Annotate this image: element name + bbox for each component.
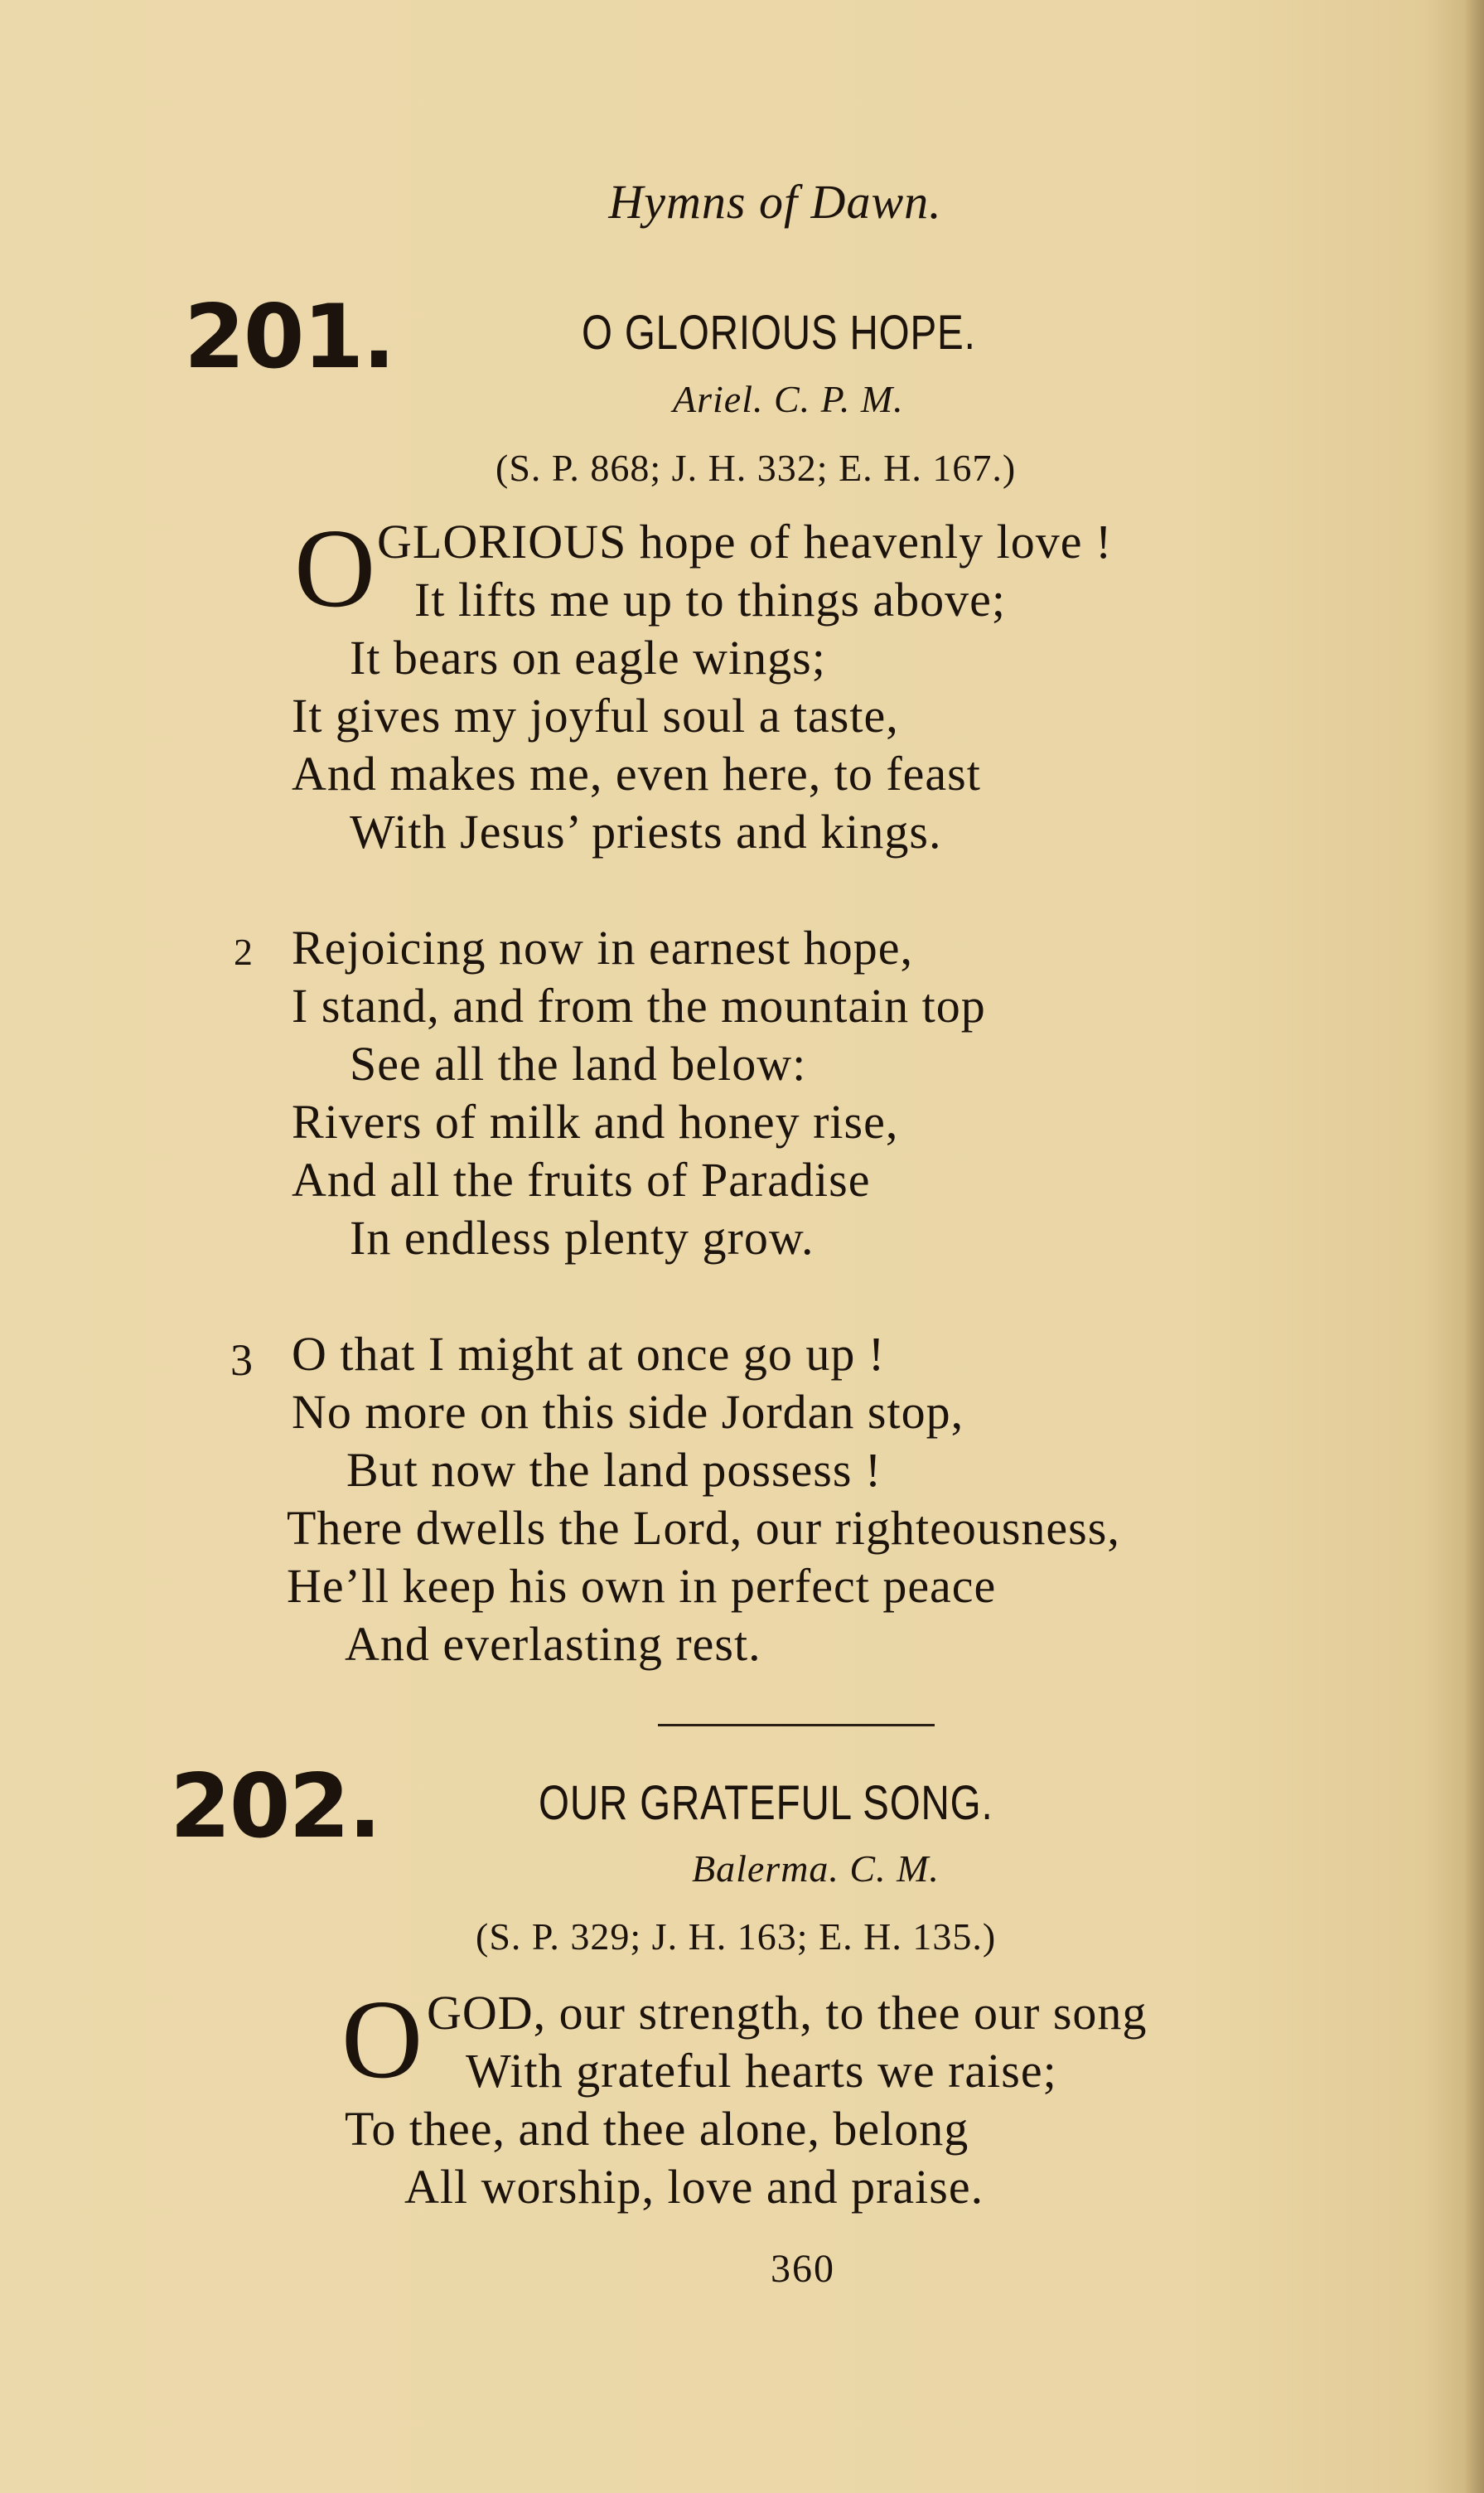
verse-line: And all the fruits of Paradise — [292, 1153, 871, 1207]
verse-line: Rivers of milk and honey rise, — [292, 1095, 899, 1149]
drop-cap: O — [294, 506, 376, 631]
tune-meter: Ariel. C. P. M. — [673, 378, 904, 420]
stanza-number: 3 — [230, 1335, 253, 1385]
verse-line: There dwells the Lord, our righteousness, — [287, 1501, 1120, 1555]
verse-line: O that I might at once go up ! — [292, 1327, 886, 1381]
stanza-number: 2 — [234, 931, 253, 973]
hymn-number: 202. — [170, 1755, 380, 1857]
hymn-number: 201. — [184, 286, 394, 388]
drop-cap: O — [341, 1977, 423, 2102]
section-divider — [658, 1724, 935, 1726]
verse-line: It bears on eagle wings; — [350, 631, 826, 685]
verse-line: And everlasting rest. — [345, 1617, 761, 1671]
hymn-title: OUR GRATEFUL SONG. — [539, 1776, 993, 1830]
verse-line: Rejoicing now in earnest hope, — [292, 921, 913, 975]
hymnal-references: (S. P. 868; J. H. 332; E. H. 167.) — [495, 447, 1017, 489]
verse-line: And makes me, even here, to feast — [292, 747, 981, 801]
verse-line: With grateful hearts we raise; — [466, 2044, 1057, 2098]
verse-line: He’ll keep his own in perfect peace — [287, 1559, 997, 1613]
hymn-title: O GLORIOUS HOPE. — [582, 306, 976, 360]
verse-line: GOD, our strength, to thee our song — [427, 1986, 1148, 2040]
page-edge — [1466, 0, 1484, 2493]
verse-line: But now the land possess ! — [346, 1443, 882, 1497]
verse-line: GLORIOUS hope of heavenly love ! — [377, 515, 1113, 569]
verse-line: To thee, and thee alone, belong — [345, 2102, 969, 2156]
running-head: Hymns of Dawn. — [608, 175, 942, 229]
tune-meter: Balerma. C. M. — [692, 1847, 940, 1890]
verse-line: All worship, love and praise. — [404, 2160, 984, 2214]
verse-line: In endless plenty grow. — [350, 1211, 815, 1265]
verse-line: With Jesus’ priests and kings. — [350, 805, 942, 859]
verse-line: I stand, and from the mountain top — [292, 979, 986, 1033]
verse-line: It gives my joyful soul a taste, — [292, 689, 899, 743]
page-number: 360 — [771, 2247, 835, 2291]
hymnal-references: (S. P. 329; J. H. 163; E. H. 135.) — [476, 1915, 997, 1958]
verse-line: It lifts me up to things above; — [414, 573, 1007, 627]
verse-line: No more on this side Jordan stop, — [292, 1385, 964, 1439]
verse-line: See all the land below: — [350, 1037, 807, 1091]
